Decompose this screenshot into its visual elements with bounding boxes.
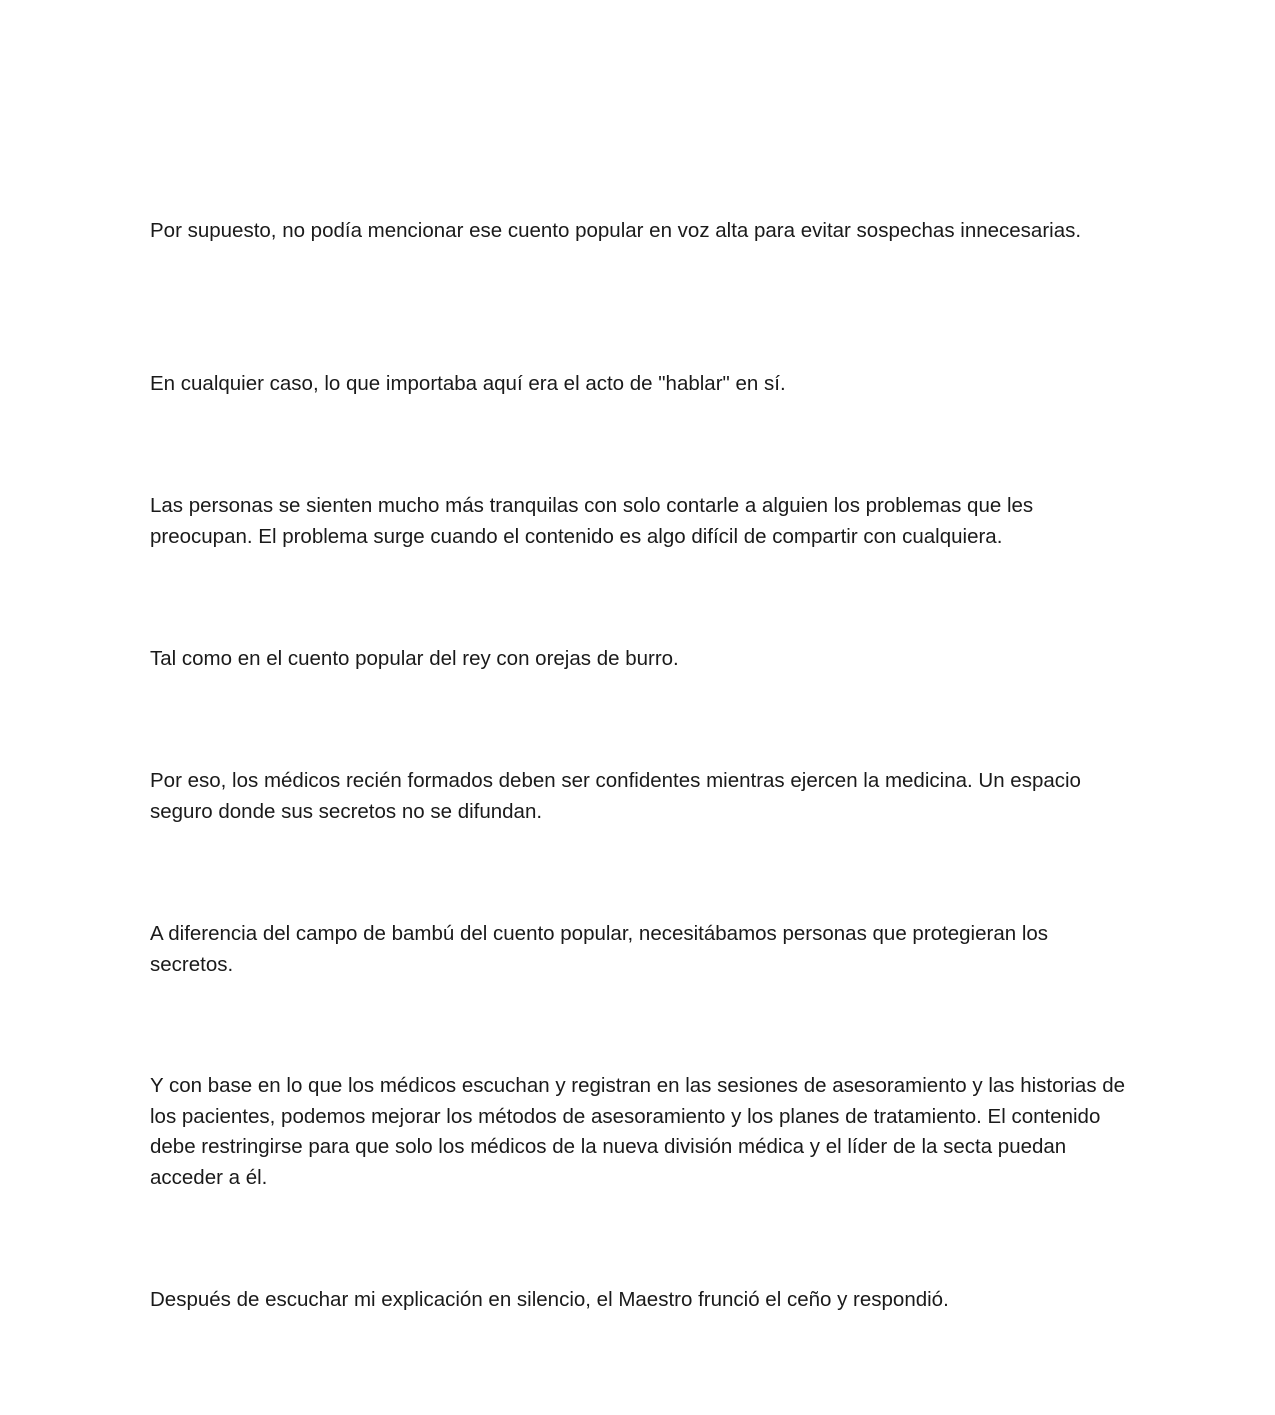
paragraph-3: Las personas se sienten mucho más tranquilas con solo contarle a alguien los problemas que les preocupan. El problema surge cuando el contenido es algo difícil de compartir con cualquiera. xyxy=(150,494,1034,548)
paragraph-6: A diferencia del campo de bambú del cuento popular, necesitábamos personas que protegieran los secretos. xyxy=(150,922,1049,976)
paragraph-4: Tal como en el cuento popular del rey con orejas de burro. xyxy=(150,647,679,670)
paragraph-8: Después de escuchar mi explicación en silencio, el Maestro frunció el ceño y respondió. xyxy=(150,1288,949,1311)
paragraph-2: En cualquier caso, lo que importaba aquí era el acto de "hablar" en sí. xyxy=(150,372,786,395)
paragraph-5: Por eso, los médicos recién formados deben ser confidentes mientras ejercen la medicina. Un espacio seguro donde sus secretos no se difundan. xyxy=(150,769,1081,823)
paragraph-1: Por supuesto, no podía mencionar ese cuento popular en voz alta para evitar sospechas innecesarias. xyxy=(150,219,1082,242)
paragraph-7: Y con base en lo que los médicos escuchan y registran en las sesiones de asesoramiento y las historias de los pacientes, podemos mejorar los métodos de asesoramiento y los planes de tratamiento. El contenido debe restringirse para que solo los médicos de la nueva división médica y el líder de la secta puedan acceder a él. xyxy=(150,1074,1126,1189)
